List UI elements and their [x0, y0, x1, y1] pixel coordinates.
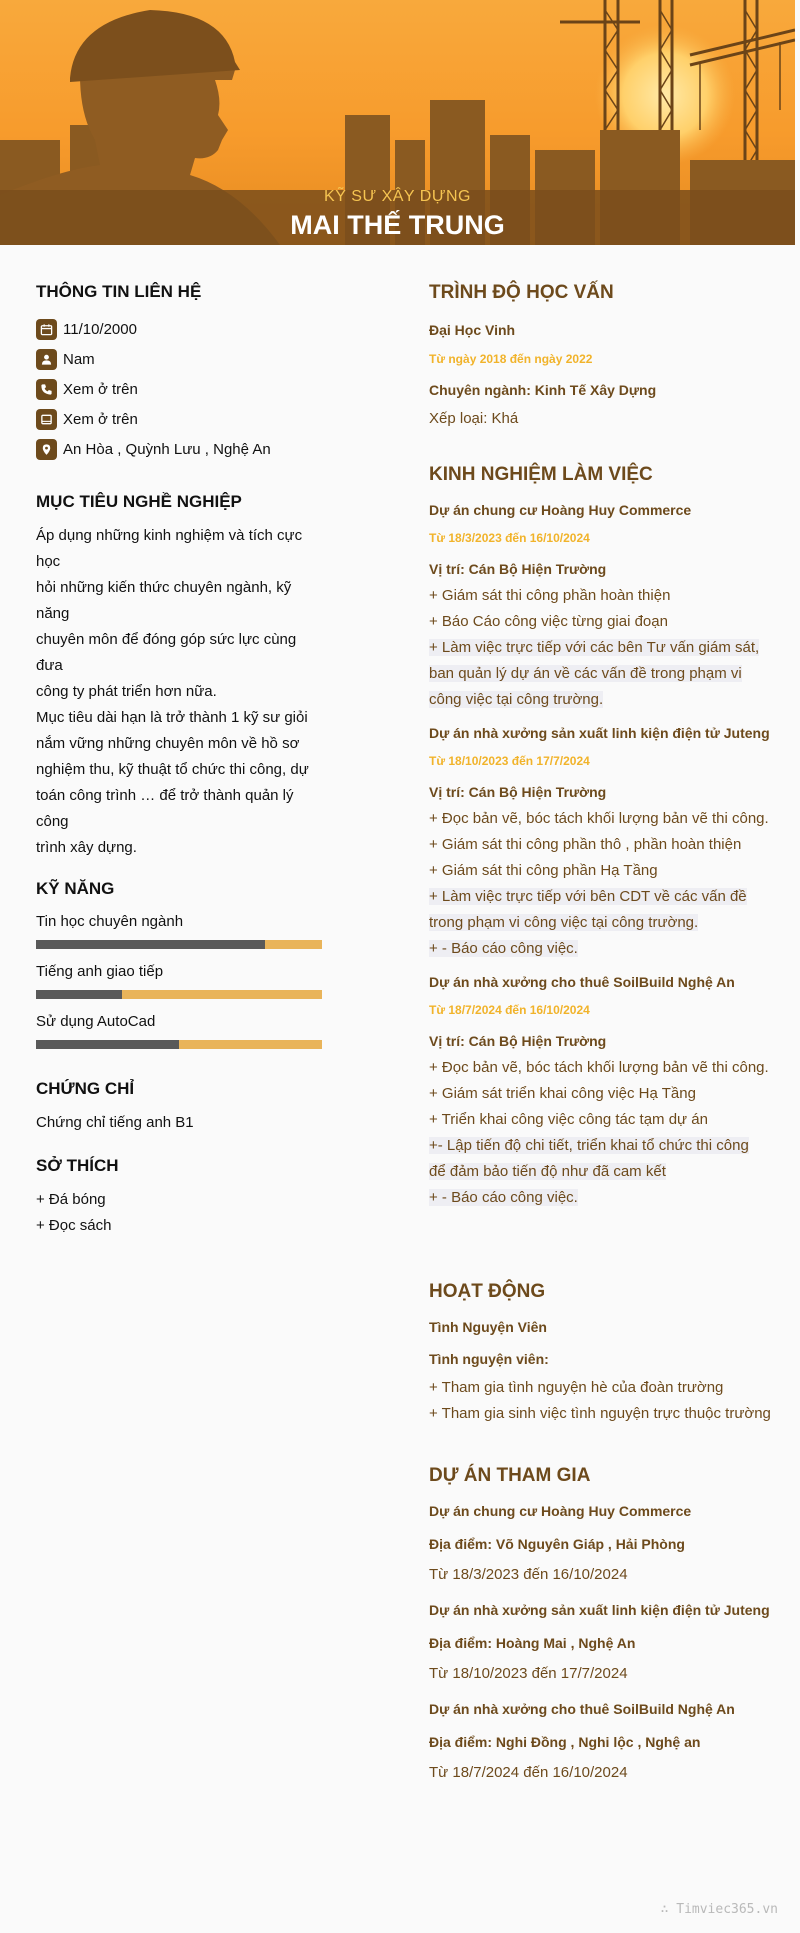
experience-line: + Giám sát thi công phần hoàn thiện: [429, 587, 671, 604]
education-section: [429, 282, 779, 432]
objective-text: [36, 523, 326, 861]
activities-section: [429, 1281, 779, 1427]
objective-line: Áp dụng những kinh nghiệm và tích cực học: [36, 527, 303, 570]
experience-title: KINH NGHIỆM LÀM VIỆC: [429, 464, 653, 485]
project-item: [429, 1699, 779, 1786]
experience-position: Vị trí: Cán Bộ Hiện Trường: [429, 561, 607, 577]
activity-line: + Tham gia sinh việc tình nguyện trực thuộc trường: [429, 1405, 771, 1422]
contact-birthday: [36, 314, 326, 344]
project-dates: Từ 18/7/2024 đến 16/10/2024: [429, 1764, 628, 1781]
project-dates: Từ 18/3/2023 đến 16/10/2024: [429, 1566, 628, 1583]
objective-line: toán công trình … để trở thành quản lý công: [36, 787, 294, 830]
projects-section: [429, 1465, 779, 1786]
skill-item: [36, 913, 326, 949]
right-column: [429, 282, 779, 1786]
experience-line: + - Báo cáo công việc.: [429, 940, 578, 957]
experience-line: + Giám sát triển khai công việc Hạ Tầng: [429, 1085, 696, 1102]
objective-title: MỤC TIÊU NGHỀ NGHIỆP: [36, 492, 242, 511]
project-place: Địa điểm: Võ Nguyên Giáp , Hải Phòng: [429, 1536, 685, 1552]
header-banner: [0, 0, 795, 245]
experience-item: [429, 723, 779, 962]
experience-dates: Từ 18/10/2023 đến 17/7/2024: [429, 754, 590, 768]
phone-icon: [36, 379, 57, 400]
objective-line: nắm vững những chuyên môn về hồ sơ: [36, 735, 300, 752]
address-value: An Hòa , Quỳnh Lưu , Nghệ An: [63, 440, 271, 458]
contact-gender: [36, 344, 326, 374]
contact-title: THÔNG TIN LIÊN HỆ: [36, 282, 202, 301]
job-title: KỸ SƯ XÂY DỰNG: [324, 188, 471, 205]
skill-bar: [36, 1040, 322, 1049]
birthday-value: 11/10/2000: [63, 320, 137, 338]
objective-line: hỏi những kiến thức chuyên ngành, kỹ năng: [36, 579, 292, 622]
objective-line: Mục tiêu dài hạn là trở thành 1 kỹ sư giỏi: [36, 709, 308, 726]
skills-section: [36, 879, 326, 1049]
experience-line: trong phạm vi công việc tại công trường.: [429, 914, 699, 931]
objective-line: nghiệm thu, kỹ thuật tổ chức thi công, dự: [36, 761, 309, 778]
calendar-icon: [36, 319, 57, 340]
experience-line: + Đọc bản vẽ, bóc tách khối lượng bản vẽ thi công.: [429, 1059, 769, 1076]
hobby-item: + Đá bóng: [36, 1191, 106, 1208]
certificate-item: Chứng chỉ tiếng anh B1: [36, 1114, 194, 1131]
project-dates: Từ 18/10/2023 đến 17/7/2024: [429, 1665, 628, 1682]
certificates-section: [36, 1079, 326, 1136]
activity-line: + Tham gia tình nguyện hè của đoàn trường: [429, 1379, 724, 1396]
experience-item: [429, 972, 779, 1211]
objective-line: chuyên môn để đóng góp sức lực cùng đưa: [36, 631, 297, 674]
skill-item: [36, 1013, 326, 1049]
experience-project: Dự án nhà xưởng cho thuê SoilBuild Nghệ An: [429, 974, 735, 990]
contact-section: [36, 282, 326, 464]
email-icon: [36, 409, 57, 430]
hobbies-section: [36, 1156, 326, 1239]
experience-line: + Triển khai công việc công tác tạm dự án: [429, 1111, 708, 1128]
skill-name: Sử dụng AutoCad: [36, 1013, 156, 1030]
candidate-name: MAI THẾ TRUNG: [290, 210, 505, 240]
construction-silhouette-illustration: [0, 0, 795, 245]
experience-dates: Từ 18/7/2024 đến 16/10/2024: [429, 1003, 590, 1017]
education-title: TRÌNH ĐỘ HỌC VẤN: [429, 282, 614, 303]
project-place: Địa điểm: Hoàng Mai , Nghệ An: [429, 1635, 636, 1651]
activity-role: Tình nguyện viên:: [429, 1351, 549, 1367]
project-item: [429, 1501, 779, 1588]
skill-bar-fill: [36, 940, 265, 949]
experience-line: + Làm việc trực tiếp với bên CDT về các vấn đề: [429, 888, 747, 905]
experience-line: công việc tại công trường.: [429, 691, 604, 708]
gender-value: Nam: [63, 350, 95, 368]
email-value: Xem ở trên: [63, 410, 138, 428]
activities-title: HOẠT ĐỘNG: [429, 1281, 546, 1302]
skill-name: Tiếng anh giao tiếp: [36, 963, 164, 980]
education-dates: Từ ngày 2018 đến ngày 2022: [429, 352, 593, 366]
experience-line: + - Báo cáo công việc.: [429, 1189, 578, 1206]
skill-bar: [36, 990, 322, 999]
experience-line: + Làm việc trực tiếp với các bên Tư vấn giám sát,: [429, 639, 760, 656]
objective-line: trình xây dựng.: [36, 839, 137, 856]
school-name: Đại Học Vinh: [429, 322, 516, 338]
experience-line: + Báo Cáo công việc từng giai đoạn: [429, 613, 668, 630]
experience-item: [429, 500, 779, 713]
experience-position: Vị trí: Cán Bộ Hiện Trường: [429, 784, 607, 800]
objective-section: [36, 492, 326, 861]
phone-value: Xem ở trên: [63, 380, 138, 398]
experience-project: Dự án chung cư Hoàng Huy Commerce: [429, 502, 692, 518]
experience-line: +- Lập tiến độ chi tiết, triển khai tổ chức thi công: [429, 1137, 749, 1154]
certificates-title: CHỨNG CHỈ: [36, 1079, 135, 1098]
education-grade: Xếp loại: Khá: [429, 410, 519, 427]
hobby-item: + Đọc sách: [36, 1217, 112, 1234]
skill-name: Tin học chuyên ngành: [36, 913, 184, 930]
contact-address: [36, 434, 326, 464]
activity-org: Tình Nguyện Viên: [429, 1319, 547, 1335]
experience-line: + Giám sát thi công phần Hạ Tầng: [429, 862, 658, 879]
left-column: [36, 282, 326, 1239]
objective-line: công ty phát triển hơn nữa.: [36, 683, 217, 700]
skills-title: KỸ NĂNG: [36, 879, 115, 898]
skill-bar: [36, 940, 322, 949]
person-icon: [36, 349, 57, 370]
project-name: Dự án nhà xưởng cho thuê SoilBuild Nghệ An: [429, 1701, 735, 1717]
experience-dates: Từ 18/3/2023 đến 16/10/2024: [429, 531, 590, 545]
watermark-logo: ∴ Timviec365.vn: [660, 1902, 778, 1917]
location-icon: [36, 439, 57, 460]
project-name: Dự án nhà xưởng sản xuất linh kiện điện tử Juteng: [429, 1602, 770, 1618]
skill-item: [36, 963, 326, 999]
skill-bar-fill: [36, 990, 122, 999]
project-item: [429, 1600, 779, 1687]
experience-section: [429, 464, 779, 1211]
skill-bar-fill: [36, 1040, 179, 1049]
experience-line: + Giám sát thi công phần thô , phần hoàn thiện: [429, 836, 742, 853]
projects-title: DỰ ÁN THAM GIA: [429, 1465, 591, 1486]
experience-project: Dự án nhà xưởng sản xuất linh kiện điện tử Juteng: [429, 725, 770, 741]
experience-line: ban quản lý dự án về các vấn đề trong phạm vi: [429, 665, 742, 682]
experience-position: Vị trí: Cán Bộ Hiện Trường: [429, 1033, 607, 1049]
project-place: Địa điểm: Nghi Đồng , Nghi lộc , Nghệ an: [429, 1734, 701, 1750]
contact-phone: [36, 374, 326, 404]
education-major: Chuyên ngành: Kinh Tế Xây Dựng: [429, 382, 657, 398]
project-name: Dự án chung cư Hoàng Huy Commerce: [429, 1503, 692, 1519]
hobbies-title: SỞ THÍCH: [36, 1156, 119, 1175]
experience-line: + Đọc bản vẽ, bóc tách khối lượng bản vẽ thi công.: [429, 810, 769, 827]
experience-line: để đảm bảo tiến độ như đã cam kết: [429, 1163, 666, 1180]
contact-email: [36, 404, 326, 434]
